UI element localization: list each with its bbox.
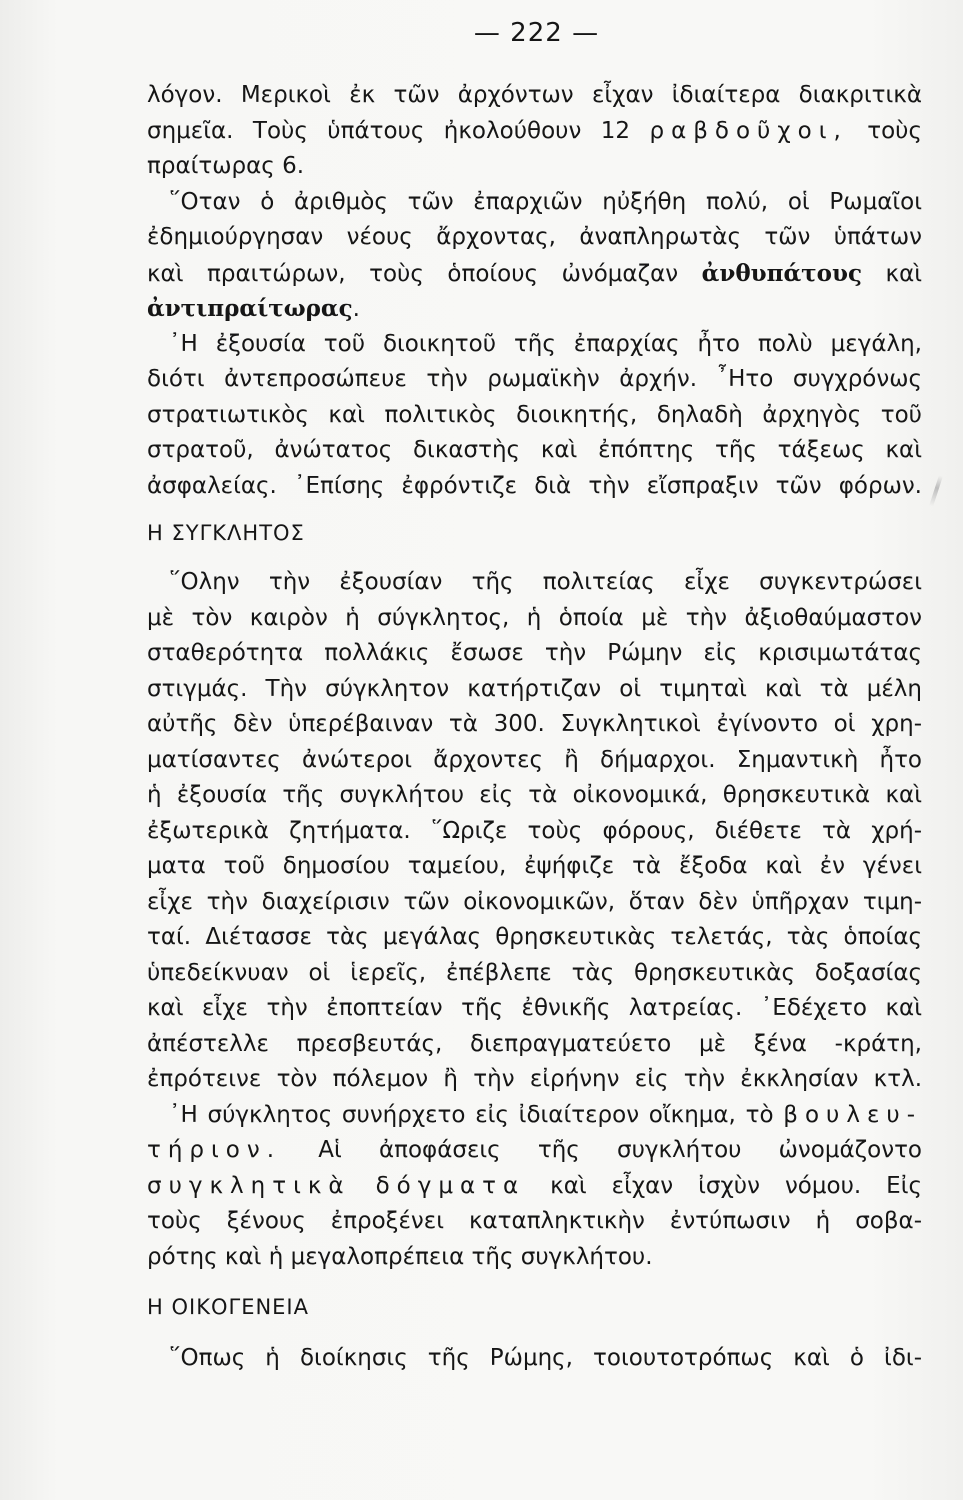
text-line: διότι ἀντεπροσώπευε τὴν ρωμαϊκὴν ἀρχήν. ῏Ητο συγχρόνως — [147, 366, 922, 392]
text-line: ἀντιπραίτωρας. — [147, 295, 360, 322]
text-line: ῞Οταν ὁ ἀριθμὸς τῶν ἐπαρχιῶν ηὐξήθη πολύ, οἱ Ρωμαῖοι — [169, 188, 922, 215]
text-line: εἶχε τὴν διαχείρισιν τῶν οἰκονομικῶν, ὅταν δὲν ὑπῆρχαν τιμη- — [147, 888, 922, 915]
paragraph-block-2 — [147, 565, 922, 1275]
text-line: σταθερότητα πολλάκις ἔσωσε τὴν Ρώμην εἰς κρισιμωτάτας — [147, 640, 922, 666]
text-line: ἀπέστελλε πρεσβευτάς, διεπραγματεύετο μὲ ξένα -κράτη, — [147, 1030, 922, 1057]
spaced-term-synkletika: συγκλητικὰ — [147, 1172, 351, 1199]
text-line: τοὺς ξένους ἐπροξένει καταπληκτικὴν ἐντύπωσιν ἡ σοβα- — [147, 1208, 922, 1234]
spaced-term-dogmata: δόγματα — [375, 1172, 526, 1199]
text-line: αὐτῆς δὲν ὑπερέβαιναν τὰ 300. Συγκλητικοὶ ἐγίνοντο οἱ χρη- — [147, 711, 922, 737]
text-line: στιγμάς. Τὴν σύγκλητον κατήρτιζαν οἱ τιμηταὶ καὶ τὰ μέλη — [147, 675, 922, 702]
text-line: ἀσφαλείας. ᾿Επίσης ἐφρόντιζε διὰ τὴν εἴσπραξιν τῶν φόρων. — [147, 472, 922, 499]
text-line: ἐπρότεινε τὸν πόλεμον ἢ τὴν εἰρήνην εἰς τὴν ἐκκλησίαν κτλ. — [147, 1066, 922, 1092]
text-line: ἡ ἐξουσία τῆς συγκλήτου εἰς τὰ οἰκονομικά, θρησκευτικὰ καὶ — [147, 782, 922, 808]
text-line: καὶ εἶχε τὴν ἐποπτείαν τῆς ἐθνικῆς λατρείας. ᾿Εδέχετο καὶ — [147, 995, 922, 1021]
text-line: στρατοῦ, ἀνώτατος δικαστὴς καὶ ἐπόπτης τῆς τάξεως καὶ — [147, 437, 922, 463]
text-line: σημεῖα. Τοὺς ὑπάτους ἠκολούθουν 12 ραβδοῦχοι, τοὺς — [147, 117, 922, 144]
text-line: καὶ πραιτώρων, τοὺς ὁποίους ὠνόμαζαν ἀνθυπάτους καὶ — [147, 259, 923, 287]
bold-term-antipraitoras: ἀντιπραίτωρας — [147, 295, 353, 322]
paragraph-block-3 — [147, 1341, 922, 1377]
text-line: ματα τοῦ δημοσίου ταμείου, ἐψήφιζε τὰ ἔξοδα καὶ ἐν γένει — [147, 853, 922, 879]
spaced-term-bouleuterion: βουλευ- — [783, 1101, 922, 1128]
text-line: λόγον. Μερικοὶ ἐκ τῶν ἀρχόντων εἶχαν ἰδιαίτερα διακριτικὰ — [147, 82, 922, 108]
scan-artifact — [929, 475, 943, 507]
bold-term-anthypatous: ἀνθυπάτους — [701, 259, 862, 287]
text-line: ἐξωτερικὰ ζητήματα. ῞Ωριζε τοὺς φόρους, διέθετε τὰ χρή- — [147, 817, 922, 844]
text-line: ρότης καὶ ἡ μεγαλοπρέπεια τῆς συγκλήτου. — [147, 1243, 653, 1270]
text-line: ᾿Η σύγκλητος συνήρχετο εἰς ἰδιαίτερον οἴκημα, τὸ βουλευ- — [169, 1101, 922, 1128]
text-line: ὑπεδείκνυαν οἱ ἱερεῖς, ἐπέβλεπε τὰς θρησκευτικὰς δοξασίας — [147, 959, 922, 986]
text-line: τήριον. Αἱ ἀποφάσεις τῆς συγκλήτου ὠνομάζοντο — [147, 1137, 922, 1163]
spaced-term-rabdouchoi: ραβδοῦχοι, — [649, 117, 848, 144]
section-heading-family: Η ΟΙΚΟΓΕΝΕΙΑ — [147, 1295, 309, 1319]
text-line: ᾿Η ἐξουσία τοῦ διοικητοῦ τῆς ἐπαρχίας ἦτο πολὺ μεγάλη, — [169, 330, 922, 357]
text-line: ῞Ολην τὴν ἐξουσίαν τῆς πολιτείας εἶχε συγκεντρώσει — [169, 569, 922, 595]
text-line: πραίτωρας 6. — [147, 153, 305, 179]
text-line: ταί. Διέτασσε τὰς μεγάλας θρησκευτικὰς τελετάς, τὰς ὁποίας — [147, 924, 922, 950]
section-heading-senate: Η ΣΥΓΚΛΗΤΟΣ — [147, 521, 305, 545]
text-line: ματίσαντες ἀνώτεροι ἄρχοντες ἢ δήμαρχοι. Σημαντικὴ ἦτο — [147, 746, 922, 773]
text-line: ἐδημιούργησαν νέους ἄρχοντας, ἀναπληρωτὰς τῶν ὑπάτων — [147, 224, 922, 250]
text-line: ῞Οπως ἡ διοίκησις τῆς Ρώμης, τοιουτοτρόπως καὶ ὁ ἰδι- — [169, 1345, 922, 1371]
page-number: — 222 — — [473, 18, 600, 48]
paragraph-block-1 — [147, 78, 922, 504]
text-line: συγκλητικὰ δόγματα καὶ εἶχαν ἰσχὺν νόμου. Εἰς — [147, 1172, 922, 1199]
spaced-term-bouleuterion: τήριον. — [147, 1137, 282, 1163]
text-line: μὲ τὸν καιρὸν ἡ σύγκλητος, ἡ ὁποία μὲ τὴν ἀξιοθαύμαστον — [147, 604, 922, 631]
text-line: στρατιωτικὸς καὶ πολιτικὸς διοικητής, δηλαδὴ ἀρχηγὸς τοῦ — [147, 401, 922, 428]
